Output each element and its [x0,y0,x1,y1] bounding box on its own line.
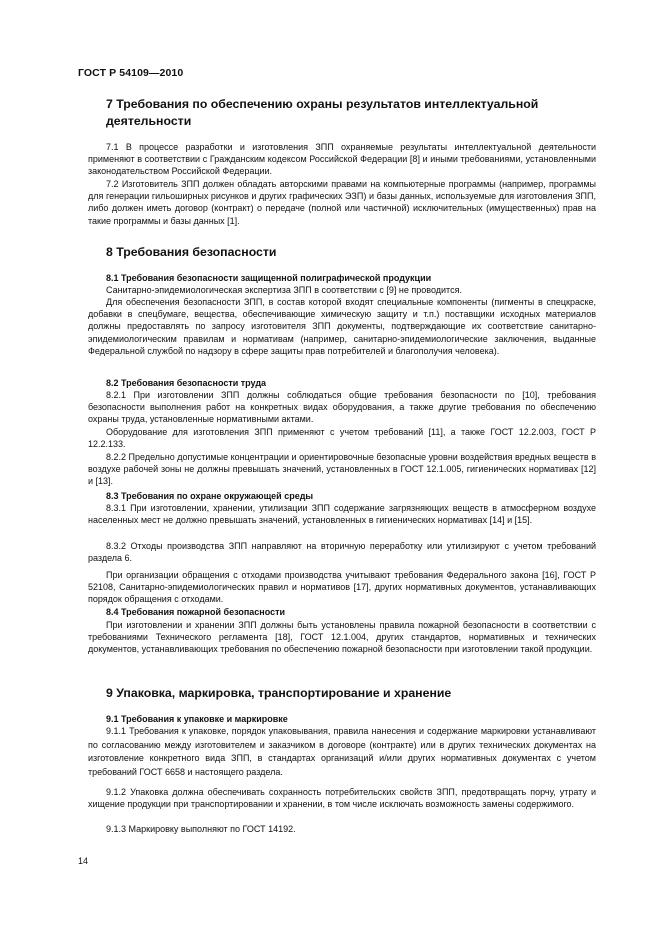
section-9-title: 9 Упаковка, маркировка, транспортирование и хранение [106,686,452,700]
paragraph-8-3-2-b: При организации обращения с отходами производства учитывают требования Федерального закона [16], ГОСТ Р 52108, Санитарно-эпидемиологических правил и нормативов [17], других нормативных документов, устанавливающих порядок обращения с отходами. [88,570,596,605]
paragraph-8-4: При изготовлении и хранении ЗПП должны быть установлены правила пожарной безопасности в соответствии с требованиями Технического регламента [18], ГОСТ 12.1.004, других стандартов, нормативных и технических документов, устанавливающих требования по обеспечению пожарной безопасности при изготовлении такой продукции. [88,620,596,655]
subsection-8-1-title: 8.1 Требования безопасности защищенной полиграфической продукции [106,273,432,283]
paragraph-8-2-1: 8.2.1 При изготовлении ЗПП должны соблюдаться общие требования безопасности по [10], требования безопасности выполнения работ на конкретных видах оборудования, а также другие требования по обеспечению охраны труда, установленные нормативными актами. [88,390,596,425]
paragraph-8-3-2: 8.3.2 Отходы производства ЗПП направляют на вторичную переработку или утилизируют с учетом требований раздела 6. [88,541,596,564]
paragraph-7-2: 7.2 Изготовитель ЗПП должен обладать авторскими правами на компьютерные программы (например, программы для генерации гильоширных рисунков и других графических ЭЗП) и базы данных, используемые для изготовления ЗПП, либо должен иметь договор (контракт) о передаче (полной или частичной) исключительных (имущественных) прав на такие программы и базы данных [1]. [88,179,596,226]
paragraph-8-1-a: Санитарно-эпидемиологическая экспертиза ЗПП в соответствии с [9] не проводится. [106,285,462,295]
paragraph-8-3-1: 8.3.1 При изготовлении, хранении, утилизации ЗПП содержание загрязняющих веществ в атмосферном воздухе населенных мест не должно превышать значений, установленных в гигиенических нормативах [14] и [15]. [88,503,596,526]
page-number: 14 [78,856,89,866]
subsection-8-2-title: 8.2 Требования безопасности труда [106,378,267,388]
paragraph-9-1-2: 9.1.2 Упаковка должна обеспечивать сохранность потребительских свойств ЗПП, предотвращать порчу, утрату и хищение продукции при транспортировании и хранении, в том числе исключать возможность замены содержимого. [88,787,596,810]
subsection-8-4-title: 8.4 Требования пожарной безопасности [106,607,286,617]
paragraph-8-2-1-b: Оборудование для изготовления ЗПП применяют с учетом требований [11], а также ГОСТ 12.2.003, ГОСТ Р 12.2.133. [88,427,596,450]
paragraph-7-1: 7.1 В процессе разработки и изготовления ЗПП охраняемые результаты интеллектуальной деятельности применяют в соответствии с Гражданским кодексом Российской Федерации [8] и иными требованиями, установленными законодательством Российской Федерации. [88,142,596,177]
subsection-9-1-title: 9.1 Требования к упаковке и маркировке [106,714,288,724]
paragraph-8-1-b: Для обеспечения безопасности ЗПП, в состав которой входят специальные компоненты (пигменты в спецкраске, добавки в спецбумаге, вещества, обеспечивающие химическую защиту и т.п.) поставщики исходных материалов должны предоставлять по запросу изготовителя ЗПП документы, подтверждающие их соответствие санитарно-эпидемиологическим правилам и нормативам (например, санитарно-эпидемиологические заключения, выданные Федеральной службой по надзору в сфере защиты прав потребителей и благополучия человека). [88,297,596,356]
document-header: ГОСТ Р 54109—2010 [78,67,184,79]
paragraph-9-1-1: 9.1.1 Требования к упаковке, порядок упаковывания, правила нанесения и содержание маркировки устанавливают по согласованию между изготовителем и заказчиком в договоре (контракте) или в других технических документах на изготовление конкретного вида ЗПП, в стандартах организаций и/или других нормативных документах с учетом требований ГОСТ 6658 и настоящего раздела. [88,726,596,777]
section-7-title: 7 Требования по обеспечению охраны результатов интеллектуальной деятельности [106,97,539,128]
paragraph-9-1-3: 9.1.3 Маркировку выполняют по ГОСТ 14192. [106,824,296,834]
subsection-8-3-title: 8.3 Требования по охране окружающей среды [106,491,314,501]
section-8-title: 8 Требования безопасности [106,245,277,259]
paragraph-8-2-2: 8.2.2 Предельно допустимые концентрации и ориентировочные безопасные уровни воздействия вредных веществ в воздухе рабочей зоны не должны превышать значений, установленных в ГОСТ 12.1.005, гигиенических нормативах [12] и [13]. [88,452,596,487]
